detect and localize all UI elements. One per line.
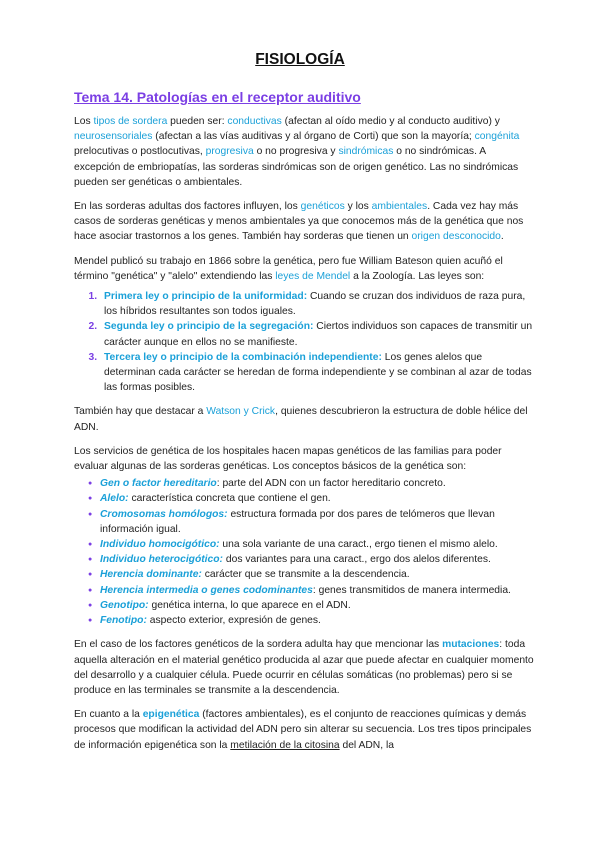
paragraph-factors	[74, 199, 534, 245]
law-text: Ciertos individuos son capaces de transmitir un carácter aunque en ellos no se manifieste.	[104, 321, 533, 348]
highlight-term: congénita	[474, 131, 520, 143]
highlight-term: conductivas	[227, 116, 282, 127]
text: En cuanto a la	[74, 709, 143, 721]
list-item	[100, 537, 534, 552]
concept-text: carácter que se transmite a la descendencia.	[201, 569, 410, 581]
paragraph-sordera-types	[74, 114, 534, 190]
section-heading: Tema 14. Patologías en el receptor auditivo	[74, 89, 361, 105]
list-item	[100, 583, 534, 598]
highlight-term: Watson y Crick	[206, 406, 276, 418]
concept-term: Fenotipo:	[100, 615, 147, 627]
text: . Cada vez hay más casos de sorderas genéticas y menos ambientales ya que conocemos más de la genética que nos hace asociar trastornos a los genes. También hay sorderas que tienen un	[74, 201, 524, 243]
concept-term: Individuo homocigótico:	[100, 539, 220, 551]
concept-term: Individuo heterocigótico:	[100, 554, 223, 566]
paragraph-mutations	[74, 637, 534, 698]
text: y los	[344, 201, 372, 213]
text: Los	[74, 116, 94, 127]
concept-term: Cromosomas homólogos:	[100, 508, 228, 520]
list-item	[100, 491, 534, 506]
concept-term: Herencia dominante:	[100, 569, 202, 581]
highlight-term: epigenética	[142, 709, 200, 721]
highlight-term: origen desconocido	[411, 231, 501, 243]
law-text: Cuando se cruzan dos individuos de raza pura, los híbridos resultantes son todos iguales.	[104, 291, 526, 318]
concept-text: característica concreta que contiene el gen.	[128, 493, 331, 505]
paragraph-watson-crick	[74, 404, 534, 434]
highlight-term: neurosensoriales	[74, 131, 153, 143]
list-item	[100, 350, 534, 396]
text: En el caso de los factores genéticos de la sordera adulta hay que mencionar las	[74, 639, 443, 651]
concept-text: genética interna, lo que aparece en el ADN.	[148, 599, 351, 611]
highlight-term: leyes de Mendel	[275, 270, 351, 282]
highlight-term: genéticos	[300, 201, 345, 213]
list-item	[100, 567, 534, 582]
concept-term: Genotipo:	[100, 599, 149, 611]
text: .	[500, 231, 504, 243]
highlight-term: ambientales	[371, 201, 428, 213]
law-term: Segunda ley o principio de la segregación:	[104, 321, 314, 333]
paragraph-epigenetics	[74, 707, 534, 753]
list-item	[100, 289, 534, 319]
text: , quienes descubrieron la estructura de doble hélice del ADN.	[74, 406, 528, 433]
list-item	[100, 507, 534, 537]
paragraph-genetics-services: Los servicios de genética de los hospitales hacen mapas genéticos de las familias para poder evaluar algunas de las sorderas genéticas. Los conceptos básicos de la genética son:	[74, 445, 502, 473]
highlight-term: sindrómicas	[338, 146, 394, 158]
genetics-concepts-list	[74, 476, 534, 628]
law-term: Tercera ley o principio de la combinación independiente:	[104, 351, 382, 363]
concept-text: dos variantes para una caract., ergo dos alelos diferentes.	[223, 554, 491, 566]
concept-term: Gen o factor hereditario	[100, 478, 217, 490]
document-title: FISIOLOGÍA	[255, 51, 345, 68]
list-item	[100, 476, 534, 491]
concept-text: aspecto exterior, expresión de genes.	[146, 615, 321, 627]
law-term: Primera ley o principio de la uniformidad:	[104, 291, 308, 303]
highlight-term: progresiva	[205, 146, 254, 158]
law-text: Los genes alelos que determinan cada carácter se heredan de forma independiente y se combinan al azar de todas las formas posibles.	[104, 351, 532, 394]
underlined-term: metilación de la citosina	[230, 739, 340, 751]
concept-term: Herencia intermedia o genes codominantes	[100, 584, 313, 596]
text: (afectan a las vías auditivas y al órgano de Corti) que son la mayoría;	[152, 131, 475, 143]
text: prelocutivas o postlocutivas,	[74, 146, 206, 158]
text: En las sorderas adultas dos factores influyen, los	[74, 201, 301, 213]
list-item	[100, 319, 534, 349]
text: También hay que destacar a	[74, 406, 207, 418]
text: (factores ambientales), es el conjunto de reacciones químicas y demás procesos que modifican la actividad del ADN pero sin alterar su secuencia. Los tres tipos principales de información epigenética son la	[74, 709, 532, 751]
list-item	[100, 552, 534, 567]
highlight-term: mutaciones	[442, 639, 500, 651]
list-item	[100, 613, 534, 628]
text: : toda aquella alteración en el material genético producida al azar que puede afectar en cualquier momento del desarrollo y a cualquier célula. Puede ocurrir en células somáticas (no problemas) pero si se produce en las terminales se transmite a la descendencia.	[74, 639, 534, 696]
text: del ADN, la	[339, 739, 394, 751]
text: (afectan al oído medio y al conducto auditivo) y	[281, 116, 500, 127]
text: a la Zoología. Las leyes son:	[350, 270, 485, 282]
concept-text: : genes transmitidos de manera intermedia.	[312, 584, 511, 596]
concept-text: : parte del ADN con un factor hereditario concreto.	[216, 478, 446, 490]
text: o no progresiva y	[253, 146, 339, 158]
highlight-term: tipos de sordera	[93, 116, 168, 127]
text: Mendel publicó su trabajo en 1866 sobre la genética, pero fue William Bateson quien acuñó el término "genética" y "alelo" extendiendo las	[74, 255, 503, 282]
list-item	[100, 598, 534, 613]
document-body	[74, 114, 534, 762]
mendel-laws-list	[74, 289, 534, 395]
concept-text: estructura formada por dos pares de telómeros que llevan información igual.	[100, 508, 495, 535]
concept-term: Alelo:	[100, 493, 129, 505]
text: pueden ser:	[167, 116, 228, 127]
text: o no sindrómicas. A excepción de embriopatías, las sorderas sindrómicas son de origen genético. Las no sindrómicas pueden ser genéticas o ambientales.	[74, 146, 519, 188]
paragraph-mendel	[74, 254, 534, 284]
concept-text: una sola variante de una caract., ergo tienen el mismo alelo.	[219, 539, 498, 551]
